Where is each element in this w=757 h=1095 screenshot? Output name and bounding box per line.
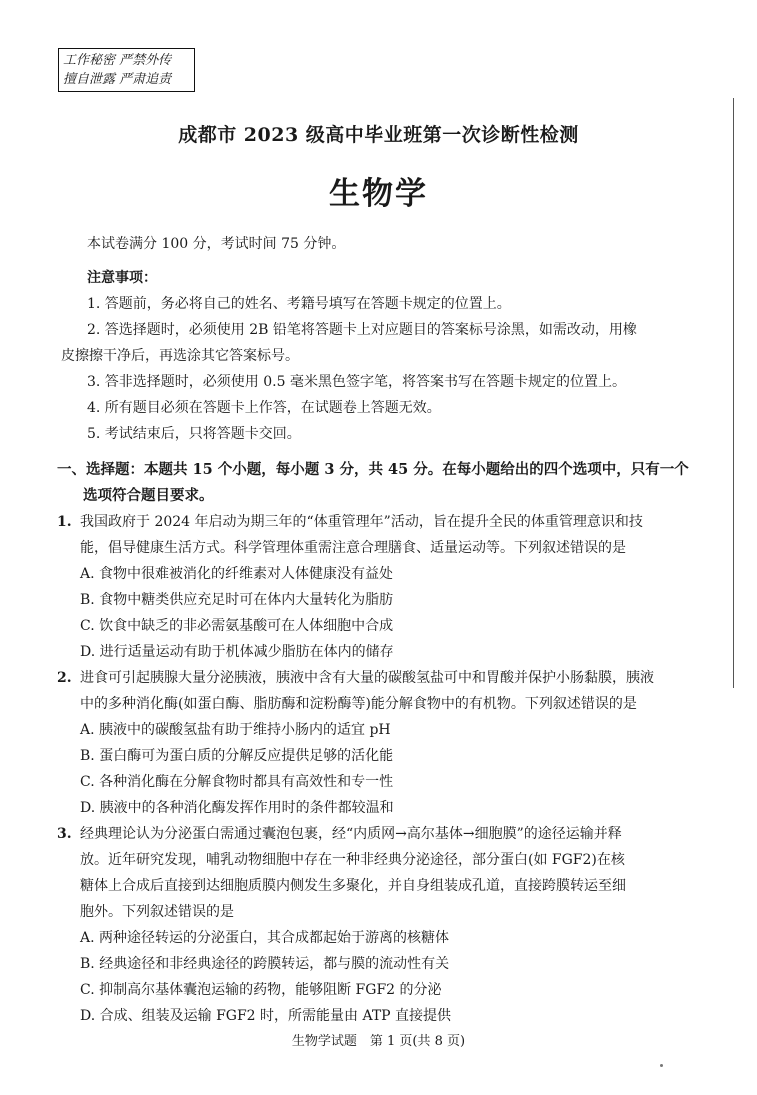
notice-heading: 注意事项：	[87, 270, 157, 286]
question-stem: 我国政府于 2024 年启动为期三年的“体重管理年”活动，旨在提升全民的体重管理意识和技	[80, 514, 643, 530]
option-d: D. 进行适量运动有助于机体减少脂肪在体内的储存	[80, 644, 394, 660]
option-b: B. 经典途径和非经典途径的跨膜转运，都与膜的流动性有关	[80, 956, 450, 972]
option-d: D. 胰液中的各种消化酶发挥作用时的条件都较温和	[80, 800, 394, 816]
question-number: 2.	[57, 670, 72, 686]
option-c: C. 饮食中缺乏的非必需氨基酸可在人体细胞中合成	[80, 618, 394, 634]
question-number: 1.	[57, 514, 72, 530]
notice-item: 皮擦擦干净后，再选涂其它答案标号。	[61, 348, 299, 364]
question-stem: 放。近年研究发现，哺乳动物细胞中存在一种非经典分泌途径，部分蛋白(如 FGF2)在核	[80, 852, 625, 868]
question-stem: 经典理论认为分泌蛋白需通过囊泡包裹，经“内质网→高尔基体→细胞膜”的途径运输并释	[80, 826, 622, 842]
question-stem: 糖体上合成后直接到达细胞质膜内侧发生多聚化，并自身组装成孔道，直接跨膜转运至细	[80, 878, 626, 894]
option-d: D. 合成、组装及运输 FGF2 时，所需能量由 ATP 直接提供	[80, 1008, 452, 1024]
section-heading: 选项符合题目要求。	[83, 487, 214, 504]
option-a: A. 两种途径转运的分泌蛋白，其合成都起始于游离的核糖体	[80, 930, 450, 946]
option-a: A. 食物中很难被消化的纤维素对人体健康没有益处	[80, 566, 394, 582]
question-stem: 进食可引起胰腺大量分泌胰液，胰液中含有大量的碳酸氢盐可中和胃酸并保护小肠黏膜，胰液	[80, 670, 654, 686]
option-a: A. 胰液中的碳酸氢盐有助于维持小肠内的适宜 pH	[80, 722, 391, 738]
notice-item: 5. 考试结束后，只将答题卡交回。	[87, 426, 301, 442]
exam-intro: 本试卷满分 100 分，考试时间 75 分钟。	[87, 236, 346, 252]
notice-item: 4. 所有题目必须在答题卡上作答，在试题卷上答题无效。	[87, 400, 441, 416]
page-footer: 生物学试题 第 1 页(共 8 页)	[291, 1034, 466, 1049]
stamp-line: 工作秘密 严禁外传	[63, 53, 172, 68]
exam-title: 成都市 2023 级高中毕业班第一次诊断性检测	[178, 124, 579, 146]
option-b: B. 蛋白酶可为蛋白质的分解反应提供足够的活化能	[80, 748, 394, 764]
question-stem: 中的多种消化酶(如蛋白酶、脂肪酶和淀粉酶等)能分解食物中的有机物。下列叙述错误的是	[80, 696, 637, 712]
notice-item: 3. 答非选择题时，必须使用 0.5 毫米黑色签字笔，将答案书写在答题卡规定的位置上。	[87, 374, 626, 390]
notice-item: 1. 答题前，务必将自己的姓名、考籍号填写在答题卡规定的位置上。	[87, 296, 511, 312]
question-stem: 胞外。下列叙述错误的是	[80, 904, 234, 920]
scan-speck	[660, 1064, 663, 1067]
notice-item: 2. 答选择题时，必须使用 2B 铅笔将答题卡上对应题目的答案标号涂黑，如需改动，用橡	[87, 322, 637, 338]
option-c: C. 抑制高尔基体囊泡运输的药物，能够阻断 FGF2 的分泌	[80, 982, 442, 998]
section-heading: 一、选择题：本题共 15 个小题，每小题 3 分，共 45 分。在每小题给出的四个选项中，只有一个	[57, 461, 689, 478]
question-number: 3.	[57, 826, 72, 842]
subject-title: 生物学	[329, 176, 428, 212]
confidentiality-stamp	[58, 48, 195, 92]
question-stem: 能，倡导健康生活方式。科学管理体重需注意合理膳食、适量运动等。下列叙述错误的是	[80, 540, 626, 556]
stamp-line: 擅自泄露 严肃追责	[63, 72, 172, 87]
option-b: B. 食物中糖类供应充足时可在体内大量转化为脂肪	[80, 592, 394, 608]
option-c: C. 各种消化酶在分解食物时都具有高效性和专一性	[80, 774, 394, 790]
